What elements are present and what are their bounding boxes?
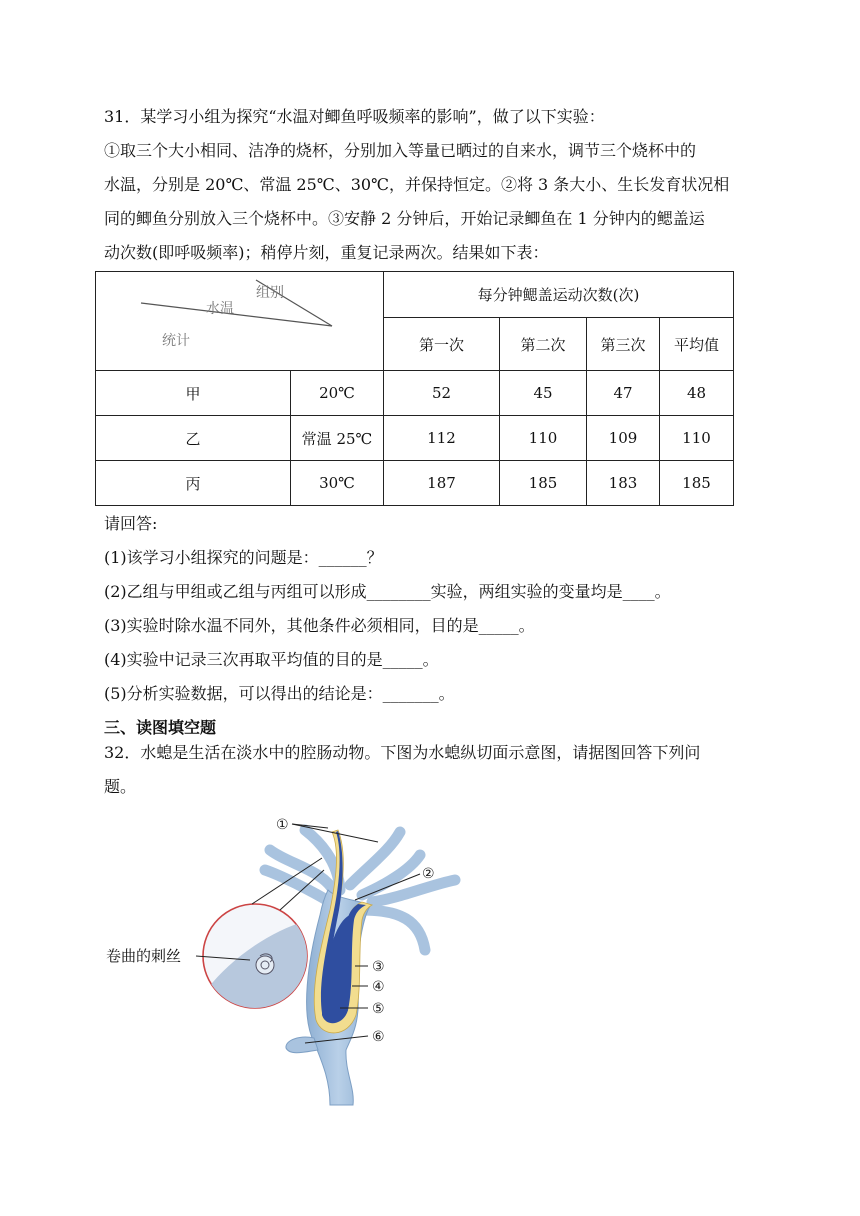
table-row: [96, 371, 734, 416]
q31-line-4: 同的鲫鱼分别放入三个烧杯中。③安静 2 分钟后，开始记录鲫鱼在 1 分钟内的鳃盖运: [104, 209, 705, 228]
callout-5: ⑤: [372, 1001, 385, 1017]
subquestion-4: (4)实验中记录三次再取平均值的目的是_____。: [104, 650, 439, 669]
hydra-figure: [100, 810, 480, 1114]
sub-header-4: 平均值: [660, 318, 734, 371]
row-group: 丙: [96, 461, 291, 506]
subquestion-3: (3)实验时除水温不同外，其他条件必须相同，目的是_____。: [104, 616, 535, 635]
sub-header-2: 第二次: [500, 318, 587, 371]
q31-line-2: ①取三个大小相同、洁净的烧杯，分别加入等量已晒过的自来水，调节三个烧杯中的: [104, 141, 697, 160]
results-table: [95, 271, 734, 506]
sub-header-3: 第三次: [587, 318, 660, 371]
row-temp: 30℃: [291, 461, 384, 506]
callout-1: ①: [276, 817, 289, 833]
row-value: 110: [660, 416, 734, 461]
row-value: 112: [384, 416, 500, 461]
nematocyst-inset: [200, 904, 315, 1010]
answer-prompt: 请回答:: [104, 514, 158, 533]
hydra-diagram: [100, 810, 480, 1110]
section-heading: 三、读图填空题: [104, 718, 217, 737]
row-value: 183: [587, 461, 660, 506]
diag-label-group: 组别: [256, 285, 284, 301]
callout-2: ②: [422, 866, 435, 882]
diagonal-header-cell: [96, 272, 384, 371]
q32-line-1: 32．水螅是生活在淡水中的腔肠动物。下图为水螅纵切面示意图，请据图回答下列问: [104, 743, 701, 762]
inset-label: 卷曲的刺丝: [106, 947, 182, 965]
diag-label-stat: 统计: [162, 333, 190, 349]
row-value: 109: [587, 416, 660, 461]
row-value: 45: [500, 371, 587, 416]
row-temp: 20℃: [291, 371, 384, 416]
row-temp: 常温 25℃: [291, 416, 384, 461]
subquestion-2: (2)乙组与甲组或乙组与丙组可以形成________实验，两组实验的变量均是____。: [104, 582, 671, 601]
callout-4: ④: [372, 979, 385, 995]
diagonal-lines: [96, 272, 382, 370]
row-group: 乙: [96, 416, 291, 461]
row-value: 110: [500, 416, 587, 461]
q31-line-3: 水温，分别是 20℃、常温 25℃、30℃，并保持恒定。②将 3 条大小、生长发育状况相: [104, 175, 730, 194]
row-value: 47: [587, 371, 660, 416]
row-value: 187: [384, 461, 500, 506]
callout-6: ⑥: [372, 1029, 385, 1045]
row-value: 52: [384, 371, 500, 416]
table-row: [96, 416, 734, 461]
q32-line-2: 题。: [104, 777, 137, 796]
subquestion-5: (5)分析实验数据，可以得出的结论是：_______。: [104, 684, 455, 703]
subquestion-1: (1)该学习小组探究的问题是：______？: [104, 548, 383, 567]
row-value: 185: [500, 461, 587, 506]
callout-3: ③: [372, 959, 385, 975]
diag-label-temp: 水温: [206, 301, 234, 317]
q31-line-1: 31．某学习小组为探究“水温对鲫鱼呼吸频率的影响”，做了以下实验：: [104, 107, 605, 126]
row-value: 185: [660, 461, 734, 506]
sub-header-1: 第一次: [384, 318, 500, 371]
q31-line-5: 动次数(即呼吸频率)；稍停片刻，重复记录两次。结果如下表：: [104, 243, 549, 262]
row-group: 甲: [96, 371, 291, 416]
main-header: 每分钟鳃盖运动次数(次): [384, 272, 734, 318]
row-value: 48: [660, 371, 734, 416]
table-row: [96, 461, 734, 506]
